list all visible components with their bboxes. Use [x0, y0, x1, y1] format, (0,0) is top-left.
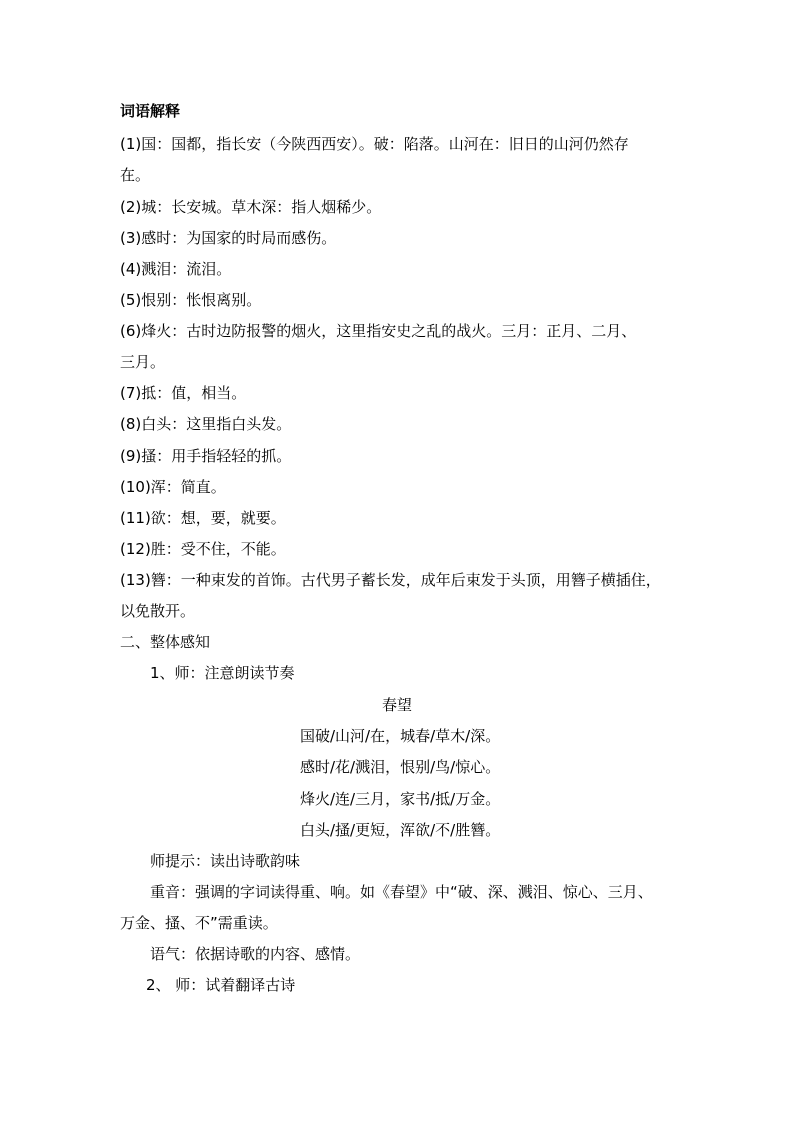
poem-line: 感时/花/溅泪，恨别/鸟/惊心。 — [300, 758, 501, 776]
poem-title: 春望 — [382, 696, 413, 714]
definition-line: 在。 — [120, 166, 151, 184]
heading-word-explanation: 词语解释 — [120, 102, 181, 120]
definition-line: (9)搔：用手指轻轻的抓。 — [120, 447, 292, 465]
definition-line: (1)国：国都，指长安（今陕西西安）。破：陷落。山河在：旧日的山河仍然存 — [120, 135, 629, 153]
step-1-reading-rhythm: 1、师：注意朗读节奏 — [150, 664, 295, 682]
poem-line: 白头/搔/更短，浑欲/不/胜簪。 — [300, 821, 501, 839]
stress-explanation-continued: 万金、搔、不”需重读。 — [120, 914, 278, 932]
definition-line: (13)簪：一种束发的首饰。古代男子蓄长发，成年后束发于头顶，用簪子横插住， — [120, 571, 661, 589]
step-2-translate-poem: 2、 师：试着翻译古诗 — [146, 976, 296, 994]
definition-line: (3)感时：为国家的时局而感伤。 — [120, 229, 337, 247]
poem-line: 国破/山河/在，城春/草木/深。 — [300, 727, 501, 745]
definition-line: (11)欲：想，要，就要。 — [120, 509, 286, 527]
definition-line: (4)溅泪：流泪。 — [120, 260, 232, 278]
definition-line: (6)烽火：古时边防报警的烟火，这里指安史之乱的战火。三月：正月、二月、 — [120, 322, 637, 340]
definition-line: 以免散开。 — [120, 602, 196, 620]
definition-line: (8)白头：这里指白头发。 — [120, 415, 292, 433]
poem-line: 烽火/连/三月，家书/抵/万金。 — [300, 790, 501, 808]
definition-line: (7)抵：值，相当。 — [120, 384, 247, 402]
stress-explanation: 重音：强调的字词读得重、响。如《春望》中“破、深、溅泪、惊心、三月、 — [150, 883, 653, 901]
definition-line: 三月。 — [120, 353, 166, 371]
tone-explanation: 语气：依据诗歌的内容、感情。 — [150, 945, 361, 963]
teacher-tip: 师提示：读出诗歌韵味 — [150, 852, 301, 870]
definition-line: (10)浑：简直。 — [120, 478, 226, 496]
section-title-overall-perception: 二、整体感知 — [120, 633, 211, 651]
definition-line: (12)胜：受不住，不能。 — [120, 540, 286, 558]
definition-line: (2)城：长安城。草木深：指人烟稀少。 — [120, 198, 382, 216]
definition-line: (5)恨别：怅恨离别。 — [120, 291, 262, 309]
